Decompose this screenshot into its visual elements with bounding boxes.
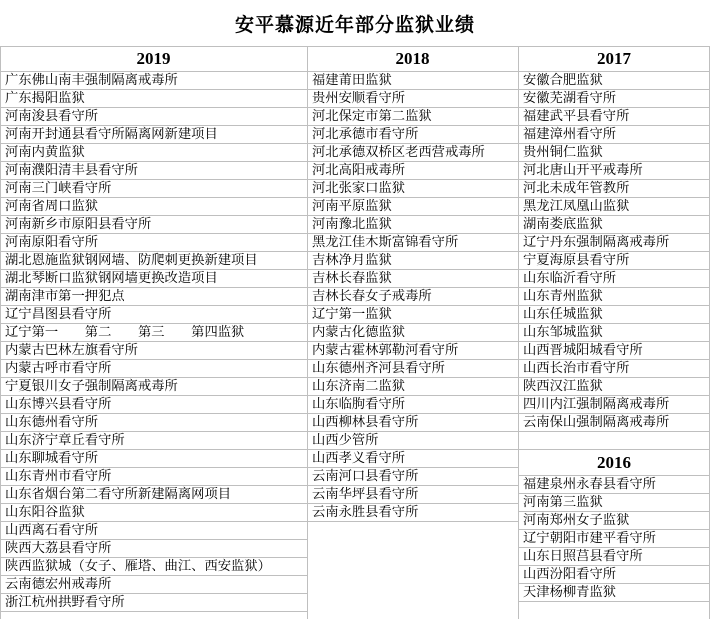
table-cell xyxy=(0,468,307,486)
prison-name: 山西少管所 xyxy=(312,433,379,448)
table-cell xyxy=(307,342,518,360)
prison-name: 山东德州齐河县看守所 xyxy=(312,361,445,376)
prison-name: 湖南津市第一押犯点 xyxy=(5,289,125,304)
prison-name: 山东济宁章丘看守所 xyxy=(5,433,125,448)
table-cell xyxy=(518,216,710,234)
empty-cell xyxy=(518,432,710,450)
prison-list xyxy=(518,72,710,432)
prison-name: 内蒙古巴林左旗看守所 xyxy=(5,343,138,358)
table-cell xyxy=(518,288,710,306)
prison-name: 吉林长春女子戒毒所 xyxy=(312,289,432,304)
table-cell xyxy=(0,324,307,342)
prison-name: 四川内江强制隔离戒毒所 xyxy=(523,397,670,412)
table-cell xyxy=(0,414,307,432)
prison-name: 云南保山强制隔离戒毒所 xyxy=(523,415,670,430)
table-cell xyxy=(0,144,307,162)
table-cell xyxy=(0,306,307,324)
table-cell xyxy=(518,494,710,512)
year-header: 2017 xyxy=(597,49,631,68)
table-cell xyxy=(0,342,307,360)
prison-name: 福建莆田监狱 xyxy=(312,73,392,88)
prison-name: 贵州铜仁监狱 xyxy=(523,145,603,160)
table-cell xyxy=(518,72,710,90)
table-cell xyxy=(0,486,307,504)
table-cell xyxy=(518,378,710,396)
prison-name: 河北唐山开平戒毒所 xyxy=(523,163,643,178)
prison-name: 安徽合肥监狱 xyxy=(523,73,603,88)
prison-name: 内蒙古呼市看守所 xyxy=(5,361,112,376)
year-header: 2019 xyxy=(136,49,171,68)
prison-name: 天津杨柳青监狱 xyxy=(523,585,617,600)
prison-name: 河南第三监狱 xyxy=(523,495,603,510)
year-divider xyxy=(0,71,307,72)
table-cell xyxy=(0,378,307,396)
table-cell xyxy=(0,522,307,540)
table-cell xyxy=(307,72,518,90)
prison-name: 山东青州监狱 xyxy=(523,289,603,304)
prison-name: 河北张家口监狱 xyxy=(312,181,406,196)
table-cell xyxy=(0,252,307,270)
table-cell xyxy=(0,576,307,594)
prison-name: 宁夏银川女子强制隔离戒毒所 xyxy=(5,379,178,394)
table-cell xyxy=(0,396,307,414)
table-cell xyxy=(307,180,518,198)
table-cell xyxy=(307,90,518,108)
prison-name: 河北高阳戒毒所 xyxy=(312,163,406,178)
prison-name: 内蒙古霍林郭勒河看守所 xyxy=(312,343,459,358)
prison-name: 福建泉州永春县看守所 xyxy=(523,477,656,492)
year-divider xyxy=(518,71,710,72)
prison-name: 河南省周口监狱 xyxy=(5,199,99,214)
prison-list-2016 xyxy=(518,476,710,602)
prison-name: 河南浚县看守所 xyxy=(5,109,99,124)
prison-name: 辽宁昌图县看守所 xyxy=(5,307,112,322)
table-cell xyxy=(307,252,518,270)
prison-name: 河南平原监狱 xyxy=(312,199,392,214)
table-cell xyxy=(0,594,307,612)
table-cell xyxy=(518,566,710,584)
table-cell xyxy=(0,558,307,576)
prison-name: 辽宁第一 第二 第三 第四监狱 xyxy=(5,325,245,340)
table-cell xyxy=(0,504,307,522)
prison-name: 辽宁丹东强制隔离戒毒所 xyxy=(523,235,670,250)
table-cell xyxy=(307,234,518,252)
table-cell xyxy=(0,72,307,90)
table-cell xyxy=(0,432,307,450)
prison-name: 陕西汉江监狱 xyxy=(523,379,603,394)
table-cell xyxy=(518,342,710,360)
prison-name: 辽宁第一监狱 xyxy=(312,307,392,322)
prison-name: 福建武平县看守所 xyxy=(523,109,630,124)
table-cell xyxy=(518,530,710,548)
table-cell xyxy=(0,126,307,144)
table-cell xyxy=(518,90,710,108)
prison-name: 河北保定市第二监狱 xyxy=(312,109,432,124)
prison-name: 浙江杭州拱野看守所 xyxy=(5,595,125,610)
prison-name: 宁夏海原县看守所 xyxy=(523,253,630,268)
prison-name: 山西柳林县看守所 xyxy=(312,415,419,430)
prison-name: 贵州安顺看守所 xyxy=(312,91,406,106)
table-cell xyxy=(518,234,710,252)
prison-name: 黑龙江凤凰山监狱 xyxy=(523,199,630,214)
prison-name: 河南三门峡看守所 xyxy=(5,181,112,196)
table-cell xyxy=(307,126,518,144)
table-cell xyxy=(307,504,518,522)
prison-name: 山西孝义看守所 xyxy=(312,451,406,466)
table-cell xyxy=(518,306,710,324)
prison-name: 广东揭阳监狱 xyxy=(5,91,85,106)
prison-name: 山东任城监狱 xyxy=(523,307,603,322)
table-cell xyxy=(307,432,518,450)
prison-name: 河北承德双桥区老西营戒毒所 xyxy=(312,145,485,160)
prison-name: 陕西大荔县看守所 xyxy=(5,541,112,556)
prison-list xyxy=(0,72,307,612)
prison-name: 湖南娄底监狱 xyxy=(523,217,603,232)
table-cell xyxy=(518,584,710,602)
table-cell xyxy=(518,162,710,180)
column-2019 xyxy=(0,46,307,612)
prison-name: 山东聊城看守所 xyxy=(5,451,99,466)
table-cell xyxy=(307,450,518,468)
prison-name: 广东佛山南丰强制隔离戒毒所 xyxy=(5,73,178,88)
sheet-title: 安平慕源近年部分监狱业绩 xyxy=(234,13,475,36)
table-cell xyxy=(307,360,518,378)
prison-name: 山东阳谷监狱 xyxy=(5,505,85,520)
prison-name: 云南德宏州戒毒所 xyxy=(5,577,112,592)
prison-name: 吉林净月监狱 xyxy=(312,253,392,268)
prison-list xyxy=(307,72,518,522)
prison-name: 河南郑州女子监狱 xyxy=(523,513,630,528)
prison-name: 云南河口县看守所 xyxy=(312,469,419,484)
table-cell xyxy=(0,288,307,306)
prison-name: 山东临朐看守所 xyxy=(312,397,406,412)
table-cell xyxy=(0,90,307,108)
table-cell xyxy=(518,198,710,216)
prison-name: 河南原阳看守所 xyxy=(5,235,99,250)
prison-name: 河北承德市看守所 xyxy=(312,127,419,142)
table-cell xyxy=(307,198,518,216)
table-cell xyxy=(307,144,518,162)
table-cell xyxy=(518,252,710,270)
year-divider xyxy=(307,71,518,72)
prison-name: 内蒙古化德监狱 xyxy=(312,325,406,340)
table-cell xyxy=(0,360,307,378)
column-2017 xyxy=(518,46,710,602)
table-cell xyxy=(518,548,710,566)
table-cell xyxy=(0,540,307,558)
table-cell xyxy=(518,108,710,126)
table-cell xyxy=(0,198,307,216)
year-header: 2018 xyxy=(395,49,430,68)
prison-name: 山东邹城监狱 xyxy=(523,325,603,340)
table-cell xyxy=(307,108,518,126)
table-cell xyxy=(0,270,307,288)
prison-name: 河北未成年管教所 xyxy=(523,181,630,196)
prison-name: 山西晋城阳城看守所 xyxy=(523,343,643,358)
table-cell xyxy=(307,270,518,288)
table-cell xyxy=(0,162,307,180)
prison-name: 湖北恩施监狱钢网墙、防爬刺更换新建项目 xyxy=(5,253,258,268)
table-cell xyxy=(307,414,518,432)
table-cell xyxy=(518,476,710,494)
prison-name: 河南内黄监狱 xyxy=(5,145,85,160)
prison-name: 安徽芜湖看守所 xyxy=(523,91,617,106)
prison-name: 云南永胜县看守所 xyxy=(312,505,419,520)
table-cell xyxy=(518,144,710,162)
table-cell xyxy=(307,288,518,306)
table-cell xyxy=(307,306,518,324)
table-cell xyxy=(0,108,307,126)
table-cell xyxy=(307,486,518,504)
table-cell xyxy=(518,126,710,144)
prison-name: 吉林长春监狱 xyxy=(312,271,392,286)
table-cell xyxy=(0,216,307,234)
table-cell xyxy=(307,396,518,414)
prison-name: 陕西监狱城（女子、雁塔、曲江、西安监狱） xyxy=(5,559,271,574)
prison-name: 黑龙江佳木斯富锦看守所 xyxy=(312,235,459,250)
prison-name: 山东省烟台第二看守所新建隔离网项目 xyxy=(5,487,232,502)
prison-name: 河南开封通县看守所隔离网新建项目 xyxy=(5,127,218,142)
prison-name: 云南华坪县看守所 xyxy=(312,487,419,502)
table-cell xyxy=(518,180,710,198)
prison-name: 河南豫北监狱 xyxy=(312,217,392,232)
prison-name: 辽宁朝阳市建平看守所 xyxy=(523,531,656,546)
table-cell xyxy=(518,414,710,432)
table-cell xyxy=(307,378,518,396)
table-cell xyxy=(518,396,710,414)
table-cell xyxy=(307,324,518,342)
prison-name: 山东日照莒县看守所 xyxy=(523,549,643,564)
prison-name: 山西汾阳看守所 xyxy=(523,567,617,582)
prison-name: 山西离石看守所 xyxy=(5,523,99,538)
year-header-2016: 2016 xyxy=(518,450,710,476)
prison-name: 湖北琴断口监狱钢网墙更换改造项目 xyxy=(5,271,218,286)
table-cell xyxy=(307,216,518,234)
prison-name: 山西长治市看守所 xyxy=(523,361,630,376)
table-cell xyxy=(518,270,710,288)
table-cell xyxy=(0,450,307,468)
prison-name: 山东青州市看守所 xyxy=(5,469,112,484)
prison-name: 山东临沂看守所 xyxy=(523,271,617,286)
table-cell xyxy=(0,180,307,198)
table-cell xyxy=(307,162,518,180)
table-cell xyxy=(518,324,710,342)
prison-name: 河南新乡市原阳县看守所 xyxy=(5,217,152,232)
table-cell xyxy=(518,512,710,530)
column-2018 xyxy=(307,46,518,522)
table-cell xyxy=(518,360,710,378)
prison-name: 山东博兴县看守所 xyxy=(5,397,112,412)
table-cell xyxy=(0,234,307,252)
prison-name: 山东济南二监狱 xyxy=(312,379,406,394)
table-cell xyxy=(307,468,518,486)
prison-name: 福建漳州看守所 xyxy=(523,127,617,142)
prison-name: 河南濮阳清丰县看守所 xyxy=(5,163,138,178)
prison-name: 山东德州看守所 xyxy=(5,415,99,430)
